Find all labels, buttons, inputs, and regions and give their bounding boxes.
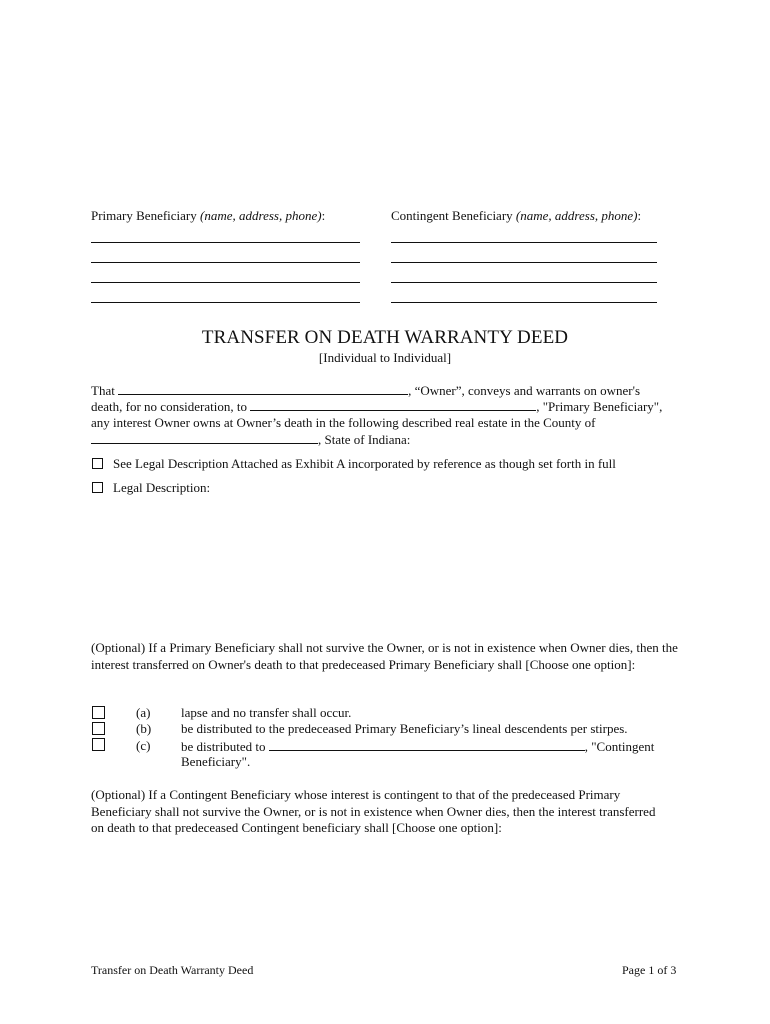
- contingent-beneficiary-line-4[interactable]: [391, 302, 657, 303]
- body-line-4: [91, 431, 410, 448]
- option-a-letter: (a): [136, 705, 151, 720]
- primary-beneficiary-line-2[interactable]: [91, 262, 360, 263]
- legal-description-label: Legal Description:: [113, 480, 211, 495]
- state-text: , State of Indiana:: [318, 432, 411, 447]
- option-c-line-2: Beneficiary".: [181, 754, 251, 769]
- contingent-hint: (name, address, phone): [515, 208, 638, 223]
- primary-hint: (name, address, phone): [200, 208, 322, 223]
- option-c-checkbox[interactable]: [92, 738, 105, 751]
- body-line-2: [91, 398, 662, 415]
- that-text: That: [91, 383, 119, 398]
- contingent-beneficiary-label: [391, 208, 641, 224]
- body-line-3: any interest Owner owns at Owner’s death in the following described real estate in the County of: [91, 415, 596, 430]
- primary-beneficiary-text: , "Primary Beneficiary",: [536, 399, 663, 414]
- legal-description-checkbox[interactable]: [92, 482, 103, 493]
- exhibit-a-label: See Legal Description Attached as Exhibit A incorporated by reference as though set forth in full: [113, 456, 616, 471]
- primary-beneficiary-name-field[interactable]: [250, 398, 536, 411]
- primary-beneficiary-label: [91, 208, 325, 224]
- option-b-checkbox[interactable]: [92, 722, 105, 735]
- option-a-checkbox[interactable]: [92, 706, 105, 719]
- owner-conveys-text: , “Owner”, conveys and warrants on owner's: [408, 383, 641, 398]
- primary-beneficiary-line-1[interactable]: [91, 242, 360, 243]
- primary-beneficiary-line-4[interactable]: [91, 302, 360, 303]
- primary-beneficiary-line-3[interactable]: [91, 282, 360, 283]
- option-a-text: lapse and no transfer shall occur.: [181, 705, 352, 720]
- contingent-label-text: Contingent Beneficiary: [391, 208, 516, 223]
- option-b-text: be distributed to the predeceased Primary Beneficiary’s lineal descendents per stirpes.: [181, 721, 628, 736]
- option-c-line-1: [181, 738, 654, 755]
- primary-colon: :: [321, 208, 326, 223]
- document-title: TRANSFER ON DEATH WARRANTY DEED: [201, 327, 569, 348]
- contingent-beneficiary-name-field[interactable]: [269, 738, 585, 751]
- contingent-colon: :: [637, 208, 642, 223]
- page-number: Page 1 of 3: [622, 963, 677, 977]
- contingent-beneficiary-line-1[interactable]: [391, 242, 657, 243]
- contingent-beneficiary-line-2[interactable]: [391, 262, 657, 263]
- option-b-letter: (b): [136, 721, 152, 736]
- option-c-letter: (c): [136, 738, 151, 753]
- body-line-1: [91, 382, 640, 399]
- optional-primary-paragraph: (Optional) If a Primary Beneficiary shall not survive the Owner, or is not in existence when Owner dies, then the interest transferred on Owner's death to that predeceased Primary Beneficiary shall [Choose one option]:: [91, 640, 678, 672]
- exhibit-a-checkbox[interactable]: [92, 458, 103, 469]
- consideration-text: death, for no consideration, to: [91, 399, 251, 414]
- option-c-text-a: be distributed to: [181, 739, 269, 754]
- primary-label-text: Primary Beneficiary: [91, 208, 201, 223]
- owner-name-field[interactable]: [118, 382, 408, 395]
- document-subtitle: [Individual to Individual]: [318, 350, 452, 365]
- option-c-text-b: , "Contingent: [584, 739, 655, 754]
- optional-contingent-paragraph: (Optional) If a Contingent Beneficiary whose interest is contingent to that of the predeceased Primary Beneficiary shall not survive the Owner, or is not in existence when Owner dies, then the interest transferred on death to that predeceased Contingent beneficiary shall [Choose one option]:: [91, 787, 656, 835]
- footer-document-name: Transfer on Death Warranty Deed: [91, 963, 254, 977]
- contingent-beneficiary-line-3[interactable]: [391, 282, 657, 283]
- county-field[interactable]: [91, 431, 318, 444]
